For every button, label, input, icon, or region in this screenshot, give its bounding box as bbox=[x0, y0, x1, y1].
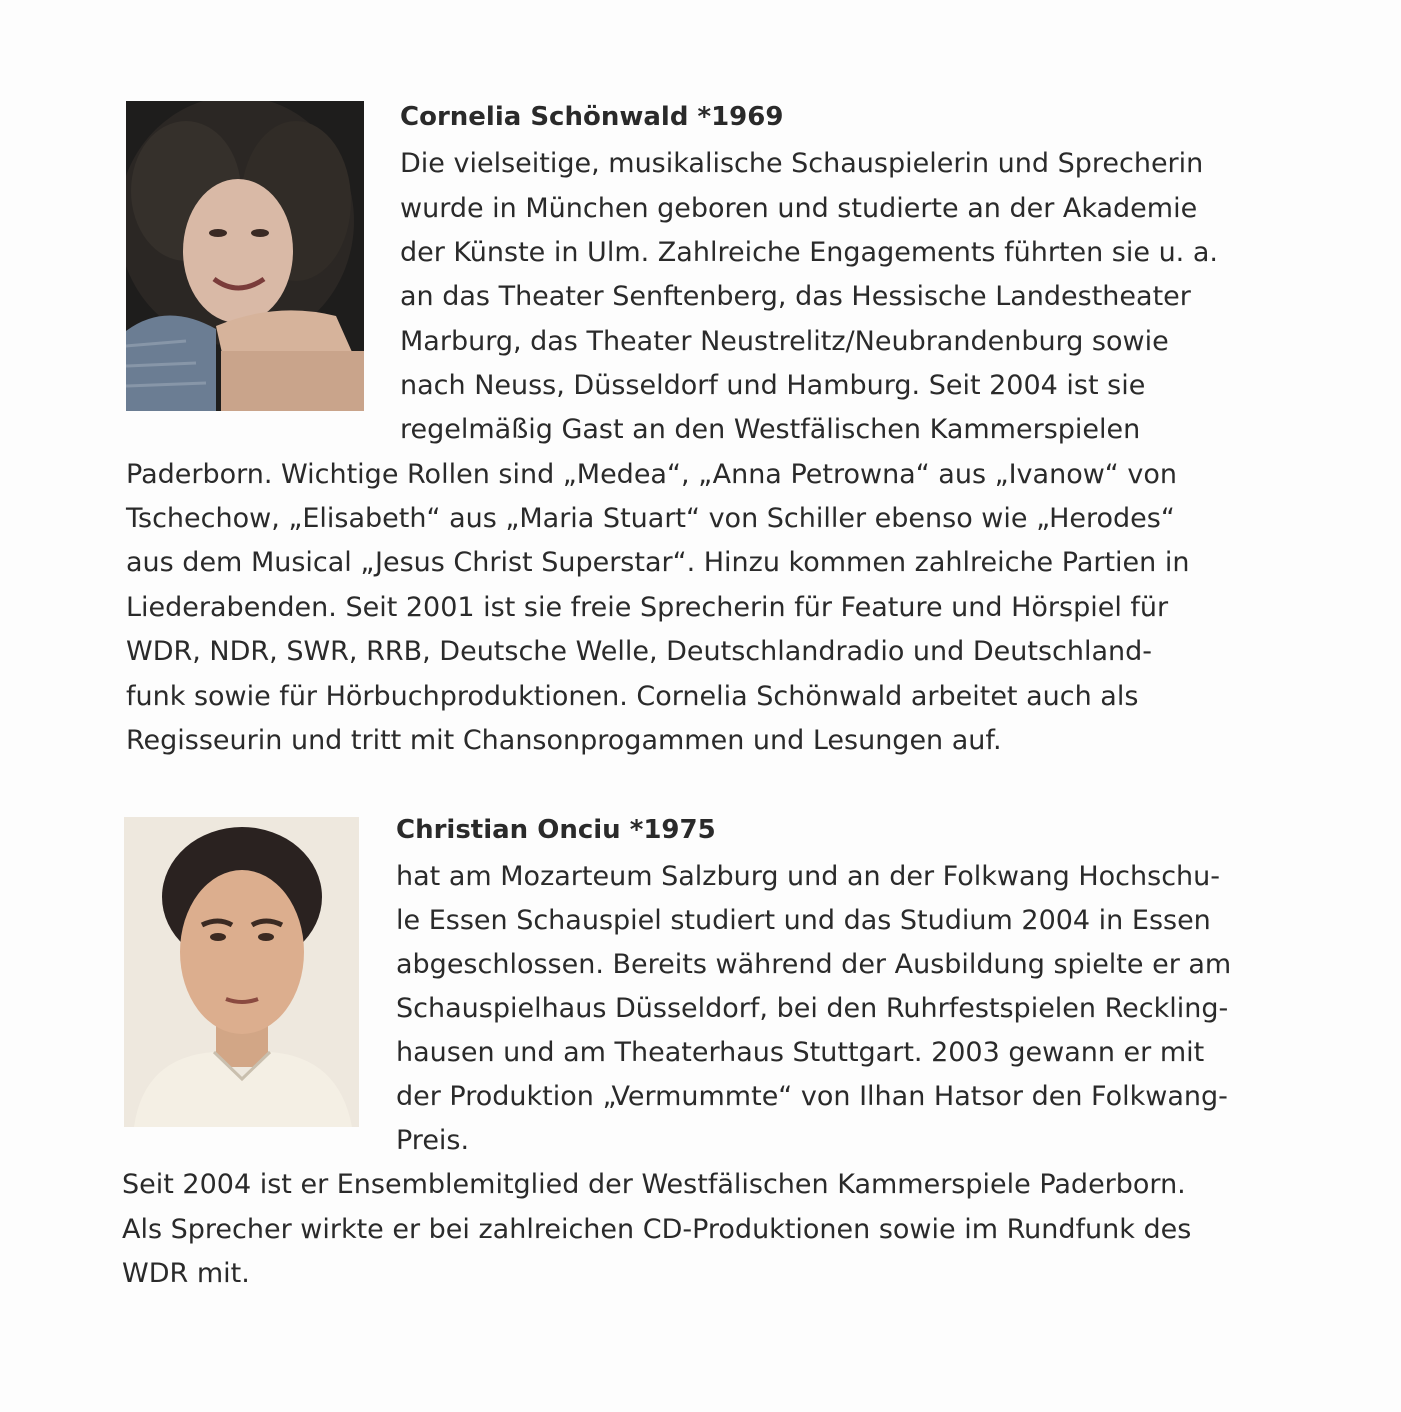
bio-text-line: Marburg, das Theater Neustrelitz/Neubrandenburg sowie bbox=[400, 326, 1169, 357]
bio-text-line: an das Theater Senftenberg, das Hessische Landestheater bbox=[400, 281, 1191, 312]
bio-text-line: le Essen Schauspiel studiert und das Studium 2004 in Essen bbox=[396, 905, 1211, 936]
bio-text-line: der Produktion „Vermummte“ von Ilhan Hatsor den Folkwang- bbox=[396, 1081, 1228, 1112]
bio-text-line: regelmäßig Gast an den Westfälischen Kammerspielen bbox=[400, 414, 1141, 445]
bio-text-line: Liederabenden. Seit 2001 ist sie freie Sprecherin für Feature und Hörspiel für bbox=[126, 592, 1169, 623]
bio-text-line: WDR mit. bbox=[122, 1258, 250, 1289]
bio-text-line: hausen und am Theaterhaus Stuttgart. 2003 gewann er mit bbox=[396, 1037, 1205, 1068]
bio-text-line: wurde in München geboren und studierte an der Akademie bbox=[400, 193, 1198, 224]
bio-text-line: Die vielseitige, musikalische Schauspielerin und Sprecherin bbox=[400, 148, 1204, 179]
bio-name-cornelia: Cornelia Schönwald *1969 bbox=[400, 102, 784, 132]
bio-text-line: hat am Mozarteum Salzburg und an der Folkwang Hochschu- bbox=[396, 861, 1221, 892]
bio-text-line: abgeschlossen. Bereits während der Ausbildung spielte er am bbox=[396, 949, 1232, 980]
bio-text-line: Preis. bbox=[396, 1125, 470, 1156]
bio-text-line: Tschechow, „Elisabeth“ aus „Maria Stuart“ von Schiller ebenso wie „Herodes“ bbox=[126, 503, 1175, 534]
bio-text-line: aus dem Musical „Jesus Christ Superstar“. Hinzu kommen zahlreiche Partien in bbox=[126, 547, 1190, 578]
bio-text-line: nach Neuss, Düsseldorf und Hamburg. Seit 2004 ist sie bbox=[400, 370, 1146, 401]
bio-text-line: funk sowie für Hörbuchproduktionen. Cornelia Schönwald arbeitet auch als bbox=[126, 681, 1139, 712]
bio-text-line: Paderborn. Wichtige Rollen sind „Medea“, „Anna Petrowna“ aus „Ivanow“ von bbox=[126, 459, 1177, 490]
bio-text-line: Seit 2004 ist er Ensemblemitglied der Westfälischen Kammerspiele Paderborn. bbox=[122, 1169, 1186, 1200]
portrait-cornelia-schoenwald bbox=[126, 101, 364, 411]
portrait-christian-onciu bbox=[124, 817, 359, 1127]
bio-text-line: Als Sprecher wirkte er bei zahlreichen CD-Produktionen sowie im Rundfunk des bbox=[122, 1214, 1192, 1245]
bio-text-line: Regisseurin und tritt mit Chansonprogammen und Lesungen auf. bbox=[126, 725, 1002, 756]
bio-text-line: WDR, NDR, SWR, RRB, Deutsche Welle, Deutschlandradio und Deutschland- bbox=[126, 636, 1153, 667]
bio-name-christian: Christian Onciu *1975 bbox=[396, 815, 716, 845]
bio-text-line: Schauspielhaus Düsseldorf, bei den Ruhrfestspielen Reckling- bbox=[396, 993, 1229, 1024]
bio-text-line: der Künste in Ulm. Zahlreiche Engagements führten sie u. a. bbox=[400, 237, 1218, 268]
